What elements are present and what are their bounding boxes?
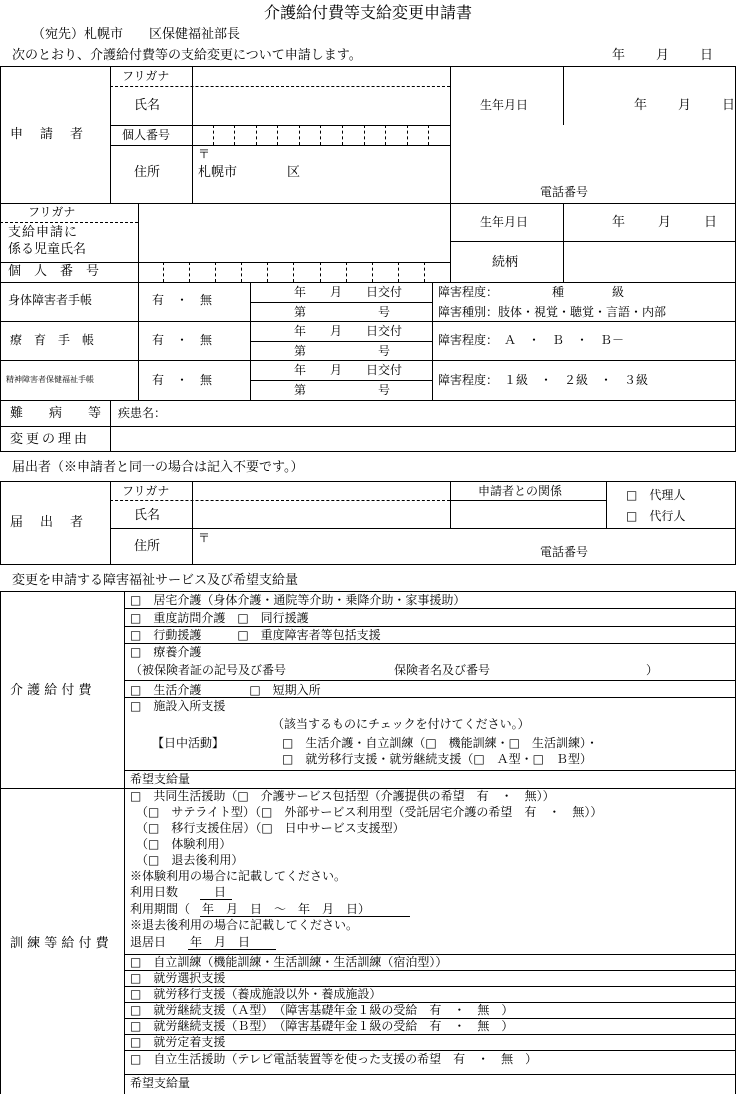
care-line-visit: □ 重度訪問介護 □ 同行援護 xyxy=(130,611,309,625)
training-line-after-leave: （□ 退去後利用） xyxy=(136,853,244,867)
training-leave-date: 退居日 年 月 日 xyxy=(130,935,251,949)
training-line-independent-living: □ 自立生活援助（テレビ電話装置等を使った支援の希望 有 ・ 無 ） xyxy=(130,1052,538,1066)
applicant-city: 札幌市 xyxy=(198,165,238,180)
training-line-retention: □ 就労定着支援 xyxy=(130,1035,226,1049)
date-month: 月 xyxy=(656,48,670,63)
care-line-medical: □ 療養介護 xyxy=(130,645,202,659)
mental-notebook-issue: 年 月 日交付 xyxy=(294,363,403,377)
child-birth-day: 日 xyxy=(704,215,718,230)
notifier-section-label: 届 出 者 xyxy=(10,515,86,530)
physical-notebook-type: 障害種別：肢体・視覚・聴覚・言語・内部 xyxy=(438,305,667,319)
notifier-heading: 届出者（※申請者と同一の場合は記入不要です。） xyxy=(12,460,304,475)
date-day: 日 xyxy=(700,48,714,63)
physical-notebook-grade: 障害程度： 種 級 xyxy=(438,285,625,299)
child-birth-month: 月 xyxy=(658,215,672,230)
training-use-period: 利用期間（ 年 月 日 ～ 年 月 日） xyxy=(130,902,371,916)
training-line-employment-selection: □ 就労選択支援 xyxy=(130,971,226,985)
care-line-check-note: （該当するものにチェックを付けてください。） xyxy=(272,717,530,731)
applicant-phone-label: 電話番号 xyxy=(540,185,589,199)
notifier-name-label: 氏名 xyxy=(134,508,161,523)
training-desired-amount: 希望支給量 xyxy=(130,1076,191,1090)
notifier-phone-label: 電話番号 xyxy=(540,545,589,559)
applicant-birth-month: 月 xyxy=(678,98,692,113)
training-line-independence: □ 自立訓練（機能訓練・生活訓練・生活訓練（宿泊型）） xyxy=(130,955,448,969)
care-line-living: □ 生活介護 □ 短期入所 xyxy=(130,683,321,697)
physical-notebook-label: 身体障害者手帳 xyxy=(8,293,93,307)
child-relation-label: 続柄 xyxy=(492,255,519,270)
intro-text: 次のとおり、介護給付費等の支給変更について申請します。 xyxy=(12,48,362,63)
training-line-employment-transition: □ 就労移行支援（養成施設以外・養成施設） xyxy=(130,987,382,1001)
care-line-home: □ 居宅介護（身体介護・通院等介助・乗降介助・家事援助） xyxy=(130,593,466,607)
applicant-birthdate-label: 生年月日 xyxy=(480,98,529,112)
addressee: （宛先）札幌市 区保健福祉部長 xyxy=(32,27,241,42)
rehab-notebook-has: 有 ・ 無 xyxy=(152,333,213,347)
child-furigana-label: フリガナ xyxy=(28,205,76,219)
physical-notebook-issue: 年 月 日交付 xyxy=(294,285,403,299)
notifier-furigana-label: フリガナ xyxy=(122,484,170,498)
care-benefit-label: 介 護 給 付 費 xyxy=(10,683,92,698)
care-desired-amount: 希望支給量 xyxy=(130,772,191,786)
notifier-address-label: 住所 xyxy=(134,539,161,554)
rehab-notebook-grade: 障害程度： Ａ ・ Ｂ ・ Ｂ－ xyxy=(438,333,625,347)
child-personal-no-label: 個 人 番 号 xyxy=(8,264,100,279)
applicant-personal-no-label: 個人番号 xyxy=(122,128,171,142)
training-line-satellite: （□ サテライト型）（□ 外部サービス利用型（受託居宅介護の希望 有 ・ 無）） xyxy=(136,805,603,819)
training-line-continuation-a: □ 就労継続支援（Ａ型） （障害基礎年金１級の受給 有 ・ 無 ） xyxy=(130,1003,514,1017)
applicant-postal-mark: 〒 xyxy=(198,147,211,161)
change-reason-label: 変更の理由 xyxy=(10,432,91,447)
applicant-ward: 区 xyxy=(287,165,301,180)
child-birthdate-label: 生年月日 xyxy=(480,215,529,229)
date-year: 年 xyxy=(612,48,626,63)
care-line-daytime: 【日中活動】 xyxy=(152,736,225,750)
child-birth-year: 年 xyxy=(612,215,626,230)
child-name-label-1: 支給申請に xyxy=(8,225,79,240)
rehab-notebook-label: 療 育 手 帳 xyxy=(10,333,95,347)
rehab-notebook-issue: 年 月 日交付 xyxy=(294,324,403,338)
training-line-transition: （□ 移行支援住居）（□ 日中サービス支援型） xyxy=(136,821,405,835)
training-use-days: 利用日数 日 xyxy=(130,885,227,899)
mental-notebook-grade: 障害程度： １級 ・ ２級 ・ ３級 xyxy=(438,373,649,387)
disease-label: 難 病 等 xyxy=(10,406,102,421)
applicant-furigana-label: フリガナ xyxy=(122,69,170,83)
page-title: 介護給付費等支給変更申請書 xyxy=(263,3,472,22)
rehab-notebook-number: 第 号 xyxy=(294,344,391,358)
physical-notebook-number: 第 号 xyxy=(294,305,391,319)
care-line-facility: □ 施設入所支援 xyxy=(130,699,226,713)
applicant-address-label: 住所 xyxy=(134,165,161,180)
training-benefit-label: 訓 練 等 給 付 費 xyxy=(10,936,109,951)
applicant-name-label: 氏名 xyxy=(134,98,161,113)
care-line-daytime-1: □ 生活介護・自立訓練（□ 機能訓練・□ 生活訓練）・ xyxy=(282,736,599,750)
physical-notebook-has: 有 ・ 無 xyxy=(152,293,213,307)
disease-name-label: 疾患名： xyxy=(118,406,167,420)
mental-notebook-has: 有 ・ 無 xyxy=(152,373,213,387)
care-line-behavior: □ 行動援護 □ 重度障害者等包括支援 xyxy=(130,628,381,642)
notifier-agent-checkbox[interactable]: □ 代理人 xyxy=(626,488,686,502)
training-line-trial: （□ 体験利用） xyxy=(136,837,232,851)
applicant-birth-year: 年 xyxy=(634,98,648,113)
training-line-group-home: □ 共同生活援助（□ 介護サービス包括型（介護提供の希望 有 ・ 無）） xyxy=(130,789,555,803)
mental-notebook-label: 精神障害者保健福祉手帳 xyxy=(6,375,94,384)
notifier-proxy-checkbox[interactable]: □ 代行人 xyxy=(626,509,686,523)
notifier-relation-label: 申請者との関係 xyxy=(478,484,563,498)
training-trial-note: ※体験利用の場合に記載してください。 xyxy=(130,869,347,883)
care-line-daytime-2: □ 就労移行支援・就労継続支援（□ Ａ型・□ Ｂ型） xyxy=(282,752,593,766)
training-leave-note: ※退去後利用の場合に記載してください。 xyxy=(130,918,359,932)
training-line-continuation-b: □ 就労継続支援（Ｂ型） （障害基礎年金１級の受給 有 ・ 無 ） xyxy=(130,1019,514,1033)
child-name-label-2: 係る児童氏名 xyxy=(8,242,87,257)
notifier-postal-mark: 〒 xyxy=(198,531,211,545)
care-line-insurance: （被保険者証の記号及び番号 保険者名及び番号 ） xyxy=(130,663,659,677)
mental-notebook-number: 第 号 xyxy=(294,383,391,397)
services-heading: 変更を申請する障害福祉サービス及び希望支給量 xyxy=(12,573,299,588)
applicant-section-label: 申 請 者 xyxy=(10,127,86,142)
applicant-birth-day: 日 xyxy=(722,98,736,113)
